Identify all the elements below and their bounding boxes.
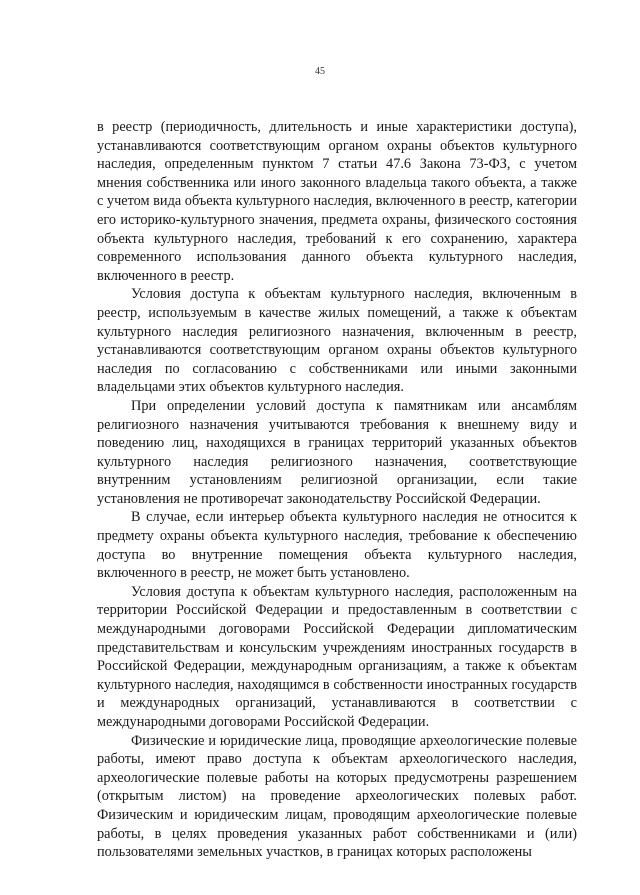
paragraph: в реестр (периодичность, длительность и иные характеристики доступа), устанавливаются соответствующим органом охраны объектов культурного наследия, определенным пунктом 7 статьи 47.6 Закона 73-ФЗ, с учетом мнения собственника или иного законного владельца такого объекта, а также с учетом вида объекта культурного наследия, включенного в реестр, категории его историко-культурного значения, предмета охраны, физического состояния объекта культурного наследия, требований к его сохранению, характера современного использования данного объекта культурного наследия, включенного в реестр. xyxy=(97,119,577,284)
paragraph: При определении условий доступа к памятникам или ансамблям религиозного назначения учитываются требования к внешнему виду и поведению лиц, находящихся в границах территорий указанных объектов культурного наследия религиозного назначения, соответствующие внутренним установлениям религиозной организации, если такие установления не противоречат законодательству Российской Федерации. xyxy=(97,397,577,507)
paragraph: Условия доступа к объектам культурного наследия, расположенным на территории Российской Федерации и предоставленным в соответствии с международными договорами Российской Федерации дипломатическим представительствам и консульским учреждениям иностранных государств в Российской Федерации, международным организациям, а также к объектам культурного наследия, находящимся в собственности иностранных государств и международных организаций, устанавливаются в соответствии с международными договорами Российской Федерации. xyxy=(97,583,577,730)
paragraph: Физические и юридические лица, проводящие археологические полевые работы, имеют право доступа к объектам археологического наследия, археологические полевые работы на которых предусмотрены разрешением (открытым листом) на проведение археологических полевых работ. Физическим и юридическим лицам, проводящим археологические полевые работы, в целях проведения указанных работ собственниками и (или) пользователями земельных участков, в границах которых расположены xyxy=(97,732,577,861)
page-number: 45 xyxy=(315,66,325,77)
document-body xyxy=(97,118,577,862)
paragraph: В случае, если интерьер объекта культурного наследия не относится к предмету охраны объекта культурного наследия, требование к обеспечению доступа во внутренние помещения объекта культурного наследия, включенного в реестр, не может быть установлено. xyxy=(97,509,577,582)
paragraph: Условия доступа к объектам культурного наследия, включенным в реестр, используемым в качестве жилых помещений, а также к объектам культурного наследия религиозного назначения, включенным в реестр, устанавливаются соответствующим органом охраны объектов культурного наследия по согласованию с собственниками или иными законными владельцами этих объектов культурного наследия. xyxy=(97,286,577,396)
